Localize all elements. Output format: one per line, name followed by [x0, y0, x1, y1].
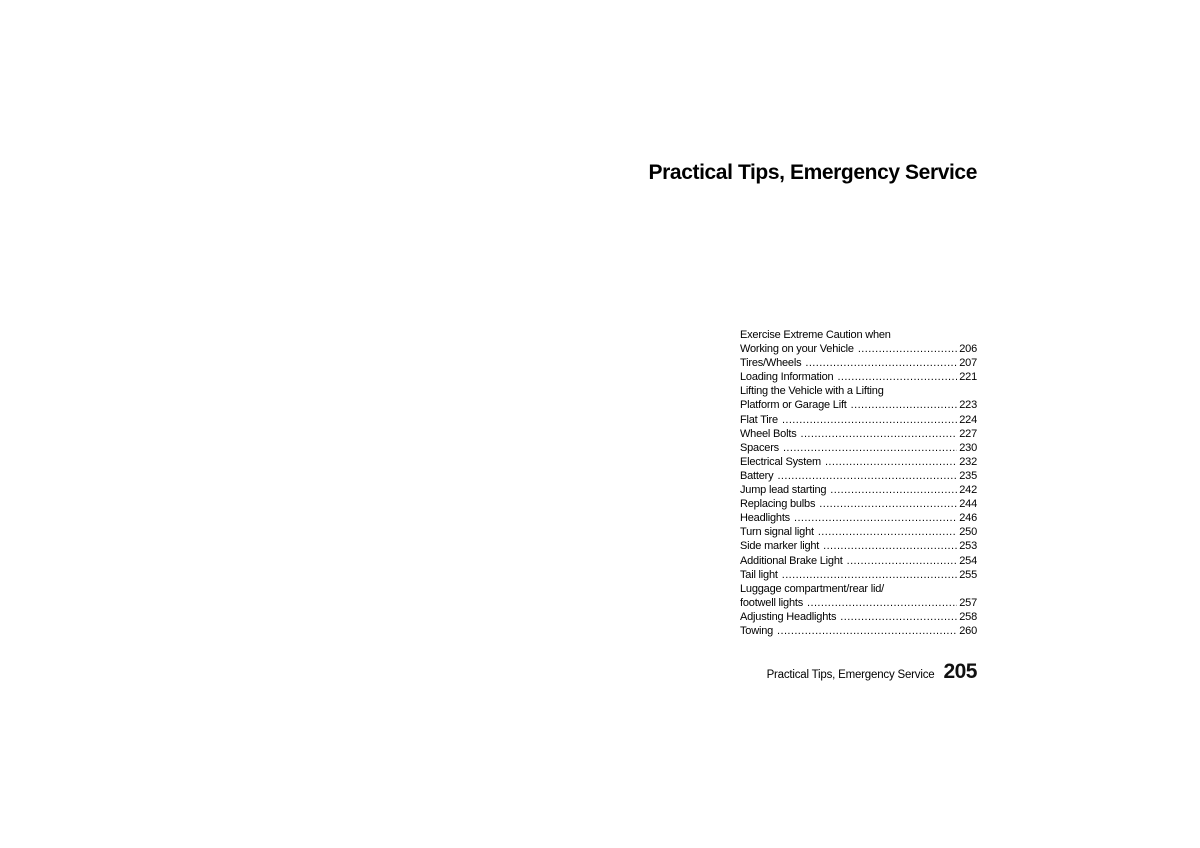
toc-line	[740, 328, 977, 342]
toc-line	[740, 441, 977, 455]
toc-entry-page: 206	[959, 343, 977, 356]
toc-leader-dots	[801, 427, 958, 441]
toc-entry	[740, 427, 977, 441]
toc-entry-page: 253	[959, 540, 977, 553]
toc-entry-label: Flat Tire	[740, 413, 778, 426]
toc-entry-page: 221	[959, 371, 977, 384]
toc-entry	[740, 370, 977, 384]
toc-line	[740, 413, 977, 427]
toc-entry-page: 223	[959, 399, 977, 412]
toc-line	[740, 483, 977, 497]
toc-entry-page: 230	[959, 441, 977, 454]
toc-leader-dots	[777, 624, 957, 638]
toc-leader-dots	[783, 441, 957, 455]
toc-entry-label: Additional Brake Light	[740, 554, 843, 567]
toc-entry-label: Spacers	[740, 441, 779, 454]
toc-leader-dots	[830, 483, 957, 497]
toc-entry-page: 232	[959, 455, 977, 468]
toc-line	[740, 568, 977, 582]
toc-line	[740, 469, 977, 483]
toc-leader-dots	[847, 554, 958, 568]
toc-line	[740, 384, 977, 398]
toc-entry-page: 242	[959, 484, 977, 497]
toc-leader-dots	[819, 497, 957, 511]
toc-entry	[740, 328, 977, 356]
toc-entry-label: footwell lights	[740, 596, 804, 609]
page-footer	[600, 660, 977, 684]
toc-leader-dots	[807, 596, 957, 610]
toc-line	[740, 596, 977, 610]
toc-leader-dots	[777, 469, 957, 483]
toc-entry-page: 257	[959, 596, 977, 609]
toc-entry	[740, 568, 977, 582]
toc-line	[740, 455, 977, 469]
toc-line	[740, 539, 977, 553]
page-number: 205	[943, 660, 977, 683]
toc-entry	[740, 511, 977, 525]
page-title: Practical Tips, Emergency Service	[648, 161, 977, 184]
toc-line	[740, 497, 977, 511]
toc-entry	[740, 497, 977, 511]
toc-entry-label: Side marker light	[740, 540, 820, 553]
toc-entry-label: Loading Information	[740, 371, 834, 384]
toc-entry	[740, 441, 977, 455]
toc-entry-page: 207	[959, 357, 977, 370]
toc-entry-label: Electrical System	[740, 455, 821, 468]
toc-entry	[740, 539, 977, 553]
toc-entry-page: 255	[959, 568, 977, 581]
toc-leader-dots	[825, 455, 957, 469]
toc-entry	[740, 610, 977, 624]
toc-entry-label: Luggage compartment/rear lid/	[740, 582, 885, 595]
toc-entry-label: Lifting the Vehicle with a Lifting	[740, 385, 884, 398]
toc-entry-label: Platform or Garage Lift	[740, 399, 847, 412]
toc-entry	[740, 525, 977, 539]
toc-entry	[740, 582, 977, 610]
toc-entry-page: 235	[959, 469, 977, 482]
toc-leader-dots	[840, 610, 957, 624]
toc-entry-page: 260	[959, 624, 977, 637]
toc-entry-label: Adjusting Headlights	[740, 610, 837, 623]
toc-entry	[740, 413, 977, 427]
toc-entry	[740, 455, 977, 469]
toc-leader-dots	[837, 370, 957, 384]
toc-entry-label: Tires/Wheels	[740, 357, 802, 370]
toc-line	[740, 356, 977, 370]
toc-leader-dots	[851, 398, 958, 412]
toc-entry-page: 250	[959, 526, 977, 539]
toc-entry	[740, 356, 977, 370]
toc-entry	[740, 469, 977, 483]
toc-entry-label: Working on your Vehicle	[740, 343, 854, 356]
toc-leader-dots	[794, 511, 957, 525]
footer-section-name: Practical Tips, Emergency Service	[766, 669, 935, 681]
toc-entry-label: Exercise Extreme Caution when	[740, 329, 891, 341]
toc-line	[740, 525, 977, 539]
toc-entry-page: 244	[959, 498, 977, 511]
toc-leader-dots	[858, 342, 957, 356]
toc-entry	[740, 483, 977, 497]
toc-leader-dots	[823, 539, 957, 553]
toc-entry	[740, 624, 977, 638]
toc-entry-page: 258	[959, 610, 977, 623]
toc-line	[740, 624, 977, 638]
toc-leader-dots	[782, 568, 957, 582]
toc-entry-page: 246	[959, 512, 977, 525]
toc-line	[740, 610, 977, 624]
toc-entry-label: Tail light	[740, 568, 778, 581]
toc-entry-label: Towing	[740, 624, 774, 637]
toc-entry-page: 254	[959, 554, 977, 567]
toc-entry-label: Jump lead starting	[740, 484, 827, 497]
toc-line	[740, 398, 977, 412]
toc-line	[740, 342, 977, 356]
toc-entry-label: Turn signal light	[740, 526, 814, 539]
toc-line	[740, 370, 977, 384]
toc-entry-label: Wheel Bolts	[740, 427, 797, 440]
toc-entry-label: Headlights	[740, 512, 790, 525]
toc-line	[740, 554, 977, 568]
toc-entry	[740, 384, 977, 412]
toc-leader-dots	[818, 525, 957, 539]
toc-entry	[740, 554, 977, 568]
toc-line	[740, 582, 977, 596]
toc-leader-dots	[805, 356, 957, 370]
toc-entry-page: 227	[959, 427, 977, 440]
toc-entry-label: Battery	[740, 469, 774, 482]
toc-line	[740, 511, 977, 525]
toc-line	[740, 427, 977, 441]
toc-entry-label: Replacing bulbs	[740, 498, 816, 511]
toc-entry-page: 224	[959, 413, 977, 426]
toc-leader-dots	[782, 413, 957, 427]
table-of-contents	[740, 328, 977, 638]
